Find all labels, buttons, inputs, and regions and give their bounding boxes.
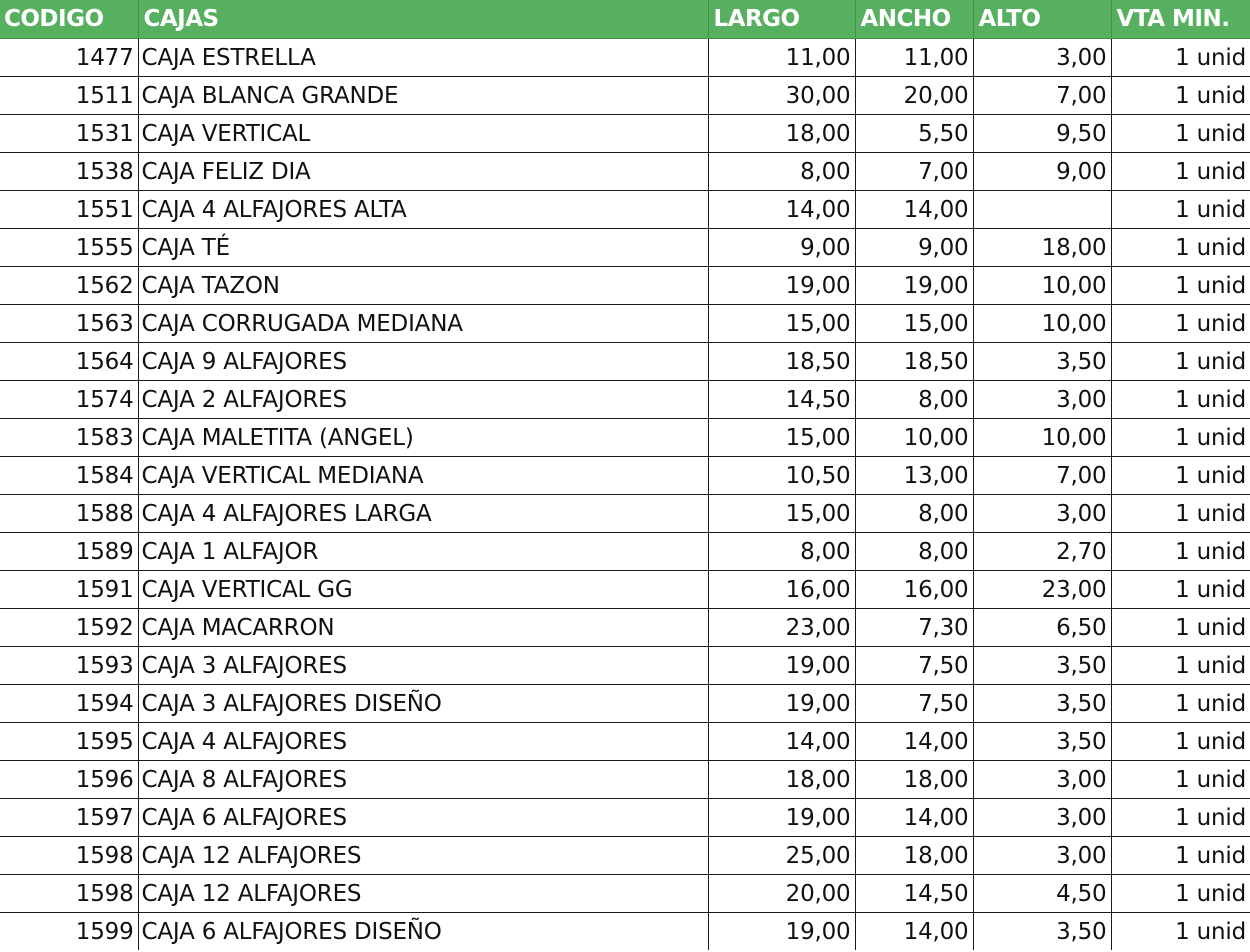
cell-vta-min[interactable]: 1 unid — [1111, 913, 1250, 951]
cell-largo[interactable]: 23,00 — [708, 609, 855, 647]
cell-alto[interactable]: 9,50 — [973, 115, 1111, 153]
cell-codigo[interactable]: 1563 — [0, 305, 138, 343]
cell-codigo[interactable]: 1591 — [0, 571, 138, 609]
cell-caja[interactable]: CAJA 1 ALFAJOR — [138, 533, 708, 571]
table-row — [0, 343, 1250, 381]
cell-codigo[interactable]: 1597 — [0, 799, 138, 837]
table-row — [0, 533, 1250, 571]
cell-vta-min[interactable]: 1 unid — [1111, 191, 1250, 229]
cell-alto[interactable]: 3,50 — [973, 913, 1111, 951]
header-codigo[interactable]: CODIGO — [0, 0, 138, 39]
cell-codigo[interactable]: 1594 — [0, 685, 138, 723]
table-row — [0, 571, 1250, 609]
cell-ancho[interactable]: 15,00 — [855, 305, 973, 343]
table-row — [0, 381, 1250, 419]
cell-largo[interactable]: 18,50 — [708, 343, 855, 381]
cell-vta-min[interactable]: 1 unid — [1111, 647, 1250, 685]
cell-codigo[interactable]: 1599 — [0, 913, 138, 951]
cell-ancho[interactable]: 14,00 — [855, 723, 973, 761]
cell-codigo[interactable]: 1574 — [0, 381, 138, 419]
cell-alto[interactable]: 3,50 — [973, 343, 1111, 381]
cell-alto[interactable]: 3,00 — [973, 495, 1111, 533]
cell-largo[interactable]: 14,50 — [708, 381, 855, 419]
cell-vta-min[interactable]: 1 unid — [1111, 723, 1250, 761]
table-row — [0, 685, 1250, 723]
cell-codigo[interactable]: 1595 — [0, 723, 138, 761]
cell-codigo[interactable]: 1596 — [0, 761, 138, 799]
cell-caja[interactable]: CAJA 12 ALFAJORES — [138, 875, 708, 913]
cell-caja[interactable]: CAJA ESTRELLA — [138, 39, 708, 77]
cell-codigo[interactable]: 1583 — [0, 419, 138, 457]
cell-caja[interactable]: CAJA 4 ALFAJORES LARGA — [138, 495, 708, 533]
cell-ancho[interactable]: 14,50 — [855, 875, 973, 913]
cell-caja[interactable]: CAJA 8 ALFAJORES — [138, 761, 708, 799]
cell-largo[interactable]: 25,00 — [708, 837, 855, 875]
cell-codigo[interactable]: 1511 — [0, 77, 138, 115]
cell-vta-min[interactable]: 1 unid — [1111, 571, 1250, 609]
cell-caja[interactable]: CAJA VERTICAL — [138, 115, 708, 153]
cell-largo[interactable]: 16,00 — [708, 571, 855, 609]
table-row — [0, 305, 1250, 343]
cell-caja[interactable]: CAJA MACARRON — [138, 609, 708, 647]
header-ancho[interactable]: ANCHO — [855, 0, 973, 39]
table-row — [0, 609, 1250, 647]
header-cajas[interactable]: CAJAS — [138, 0, 708, 39]
cell-ancho[interactable]: 5,50 — [855, 115, 973, 153]
cell-ancho[interactable]: 14,00 — [855, 799, 973, 837]
cell-caja[interactable]: CAJA VERTICAL MEDIANA — [138, 457, 708, 495]
cell-ancho[interactable]: 8,00 — [855, 381, 973, 419]
cell-alto[interactable]: 10,00 — [973, 305, 1111, 343]
cell-alto[interactable]: 18,00 — [973, 229, 1111, 267]
cell-caja[interactable]: CAJA 6 ALFAJORES — [138, 799, 708, 837]
header-alto[interactable]: ALTO — [973, 0, 1111, 39]
cell-largo[interactable]: 19,00 — [708, 799, 855, 837]
cell-caja[interactable]: CAJA 6 ALFAJORES DISEÑO — [138, 913, 708, 951]
table-row — [0, 419, 1250, 457]
cell-vta-min[interactable]: 1 unid — [1111, 837, 1250, 875]
cell-codigo[interactable]: 1477 — [0, 39, 138, 77]
cell-codigo[interactable]: 1564 — [0, 343, 138, 381]
cell-caja[interactable]: CAJA TÉ — [138, 229, 708, 267]
cell-largo[interactable]: 19,00 — [708, 647, 855, 685]
cell-vta-min[interactable]: 1 unid — [1111, 533, 1250, 571]
cell-vta-min[interactable]: 1 unid — [1111, 875, 1250, 913]
cell-caja[interactable]: CAJA 4 ALFAJORES — [138, 723, 708, 761]
cell-ancho[interactable]: 20,00 — [855, 77, 973, 115]
header-row — [0, 0, 1250, 39]
cell-vta-min[interactable]: 1 unid — [1111, 267, 1250, 305]
cell-ancho[interactable]: 19,00 — [855, 267, 973, 305]
cell-ancho[interactable]: 7,50 — [855, 685, 973, 723]
table-row — [0, 495, 1250, 533]
table-row — [0, 647, 1250, 685]
cell-codigo[interactable]: 1562 — [0, 267, 138, 305]
cell-codigo[interactable]: 1551 — [0, 191, 138, 229]
cell-caja[interactable]: CAJA 12 ALFAJORES — [138, 837, 708, 875]
cell-vta-min[interactable]: 1 unid — [1111, 685, 1250, 723]
table-row — [0, 913, 1250, 951]
cell-codigo[interactable]: 1538 — [0, 153, 138, 191]
cell-vta-min[interactable]: 1 unid — [1111, 419, 1250, 457]
cell-alto[interactable]: 6,50 — [973, 609, 1111, 647]
cell-ancho[interactable]: 14,00 — [855, 913, 973, 951]
table-row — [0, 115, 1250, 153]
cell-caja[interactable]: CAJA MALETITA (ANGEL) — [138, 419, 708, 457]
cell-largo[interactable]: 10,50 — [708, 457, 855, 495]
cell-ancho[interactable]: 8,00 — [855, 495, 973, 533]
cell-alto[interactable]: 23,00 — [973, 571, 1111, 609]
table-row — [0, 875, 1250, 913]
cell-alto[interactable]: 3,50 — [973, 723, 1111, 761]
cell-alto[interactable]: 10,00 — [973, 267, 1111, 305]
cell-alto[interactable]: 7,00 — [973, 457, 1111, 495]
table-row — [0, 761, 1250, 799]
cell-ancho[interactable]: 18,00 — [855, 837, 973, 875]
cell-vta-min[interactable]: 1 unid — [1111, 153, 1250, 191]
cell-largo[interactable]: 30,00 — [708, 77, 855, 115]
header-vta-min[interactable]: VTA MIN. — [1111, 0, 1250, 39]
cell-ancho[interactable]: 8,00 — [855, 533, 973, 571]
cell-ancho[interactable]: 16,00 — [855, 571, 973, 609]
cell-alto[interactable]: 3,00 — [973, 381, 1111, 419]
table-row — [0, 799, 1250, 837]
cell-vta-min[interactable]: 1 unid — [1111, 457, 1250, 495]
cell-ancho[interactable]: 13,00 — [855, 457, 973, 495]
cell-ancho[interactable]: 18,50 — [855, 343, 973, 381]
cell-ancho[interactable]: 9,00 — [855, 229, 973, 267]
cell-caja[interactable]: CAJA BLANCA GRANDE — [138, 77, 708, 115]
cell-vta-min[interactable]: 1 unid — [1111, 609, 1250, 647]
table-row — [0, 39, 1250, 77]
cell-caja[interactable]: CAJA 4 ALFAJORES ALTA — [138, 191, 708, 229]
cell-caja[interactable]: CAJA CORRUGADA MEDIANA — [138, 305, 708, 343]
cell-largo[interactable]: 15,00 — [708, 305, 855, 343]
cell-largo[interactable]: 8,00 — [708, 153, 855, 191]
cell-largo[interactable]: 18,00 — [708, 761, 855, 799]
cell-vta-min[interactable]: 1 unid — [1111, 761, 1250, 799]
cell-ancho[interactable]: 10,00 — [855, 419, 973, 457]
table-row — [0, 723, 1250, 761]
cell-caja[interactable]: CAJA TAZON — [138, 267, 708, 305]
cell-alto[interactable]: 9,00 — [973, 153, 1111, 191]
cell-alto[interactable]: 2,70 — [973, 533, 1111, 571]
cell-vta-min[interactable]: 1 unid — [1111, 305, 1250, 343]
cell-vta-min[interactable]: 1 unid — [1111, 343, 1250, 381]
cell-alto[interactable]: 10,00 — [973, 419, 1111, 457]
cell-codigo[interactable]: 1584 — [0, 457, 138, 495]
cell-largo[interactable]: 9,00 — [708, 229, 855, 267]
cell-vta-min[interactable]: 1 unid — [1111, 799, 1250, 837]
table-row — [0, 191, 1250, 229]
cell-vta-min[interactable]: 1 unid — [1111, 381, 1250, 419]
cell-caja[interactable]: CAJA 2 ALFAJORES — [138, 381, 708, 419]
cell-codigo[interactable]: 1593 — [0, 647, 138, 685]
table-row — [0, 77, 1250, 115]
cell-largo[interactable]: 14,00 — [708, 723, 855, 761]
cell-largo[interactable]: 19,00 — [708, 913, 855, 951]
table-row — [0, 153, 1250, 191]
cell-ancho[interactable]: 11,00 — [855, 39, 973, 77]
cell-alto[interactable]: 3,00 — [973, 837, 1111, 875]
cell-ancho[interactable]: 7,50 — [855, 647, 973, 685]
cell-alto[interactable]: 4,50 — [973, 875, 1111, 913]
header-largo[interactable]: LARGO — [708, 0, 855, 39]
cell-codigo[interactable]: 1555 — [0, 229, 138, 267]
cell-largo[interactable]: 15,00 — [708, 419, 855, 457]
cell-ancho[interactable]: 14,00 — [855, 191, 973, 229]
table-row — [0, 267, 1250, 305]
cell-alto[interactable]: 3,00 — [973, 39, 1111, 77]
cell-caja[interactable]: CAJA FELIZ DIA — [138, 153, 708, 191]
cell-caja[interactable]: CAJA VERTICAL GG — [138, 571, 708, 609]
cell-vta-min[interactable]: 1 unid — [1111, 495, 1250, 533]
cell-ancho[interactable]: 7,30 — [855, 609, 973, 647]
cell-vta-min[interactable]: 1 unid — [1111, 77, 1250, 115]
cell-largo[interactable]: 15,00 — [708, 495, 855, 533]
cell-largo[interactable]: 18,00 — [708, 115, 855, 153]
cell-codigo[interactable]: 1598 — [0, 837, 138, 875]
cell-codigo[interactable]: 1589 — [0, 533, 138, 571]
cell-codigo[interactable]: 1588 — [0, 495, 138, 533]
cell-caja[interactable]: CAJA 3 ALFAJORES DISEÑO — [138, 685, 708, 723]
cell-alto[interactable]: 3,50 — [973, 647, 1111, 685]
cell-caja[interactable]: CAJA 9 ALFAJORES — [138, 343, 708, 381]
cell-alto[interactable]: 3,00 — [973, 799, 1111, 837]
cell-largo[interactable]: 8,00 — [708, 533, 855, 571]
cell-codigo[interactable]: 1598 — [0, 875, 138, 913]
cell-codigo[interactable]: 1531 — [0, 115, 138, 153]
cell-vta-min[interactable]: 1 unid — [1111, 229, 1250, 267]
table-row — [0, 457, 1250, 495]
cell-codigo[interactable]: 1592 — [0, 609, 138, 647]
cell-ancho[interactable]: 18,00 — [855, 761, 973, 799]
table-row — [0, 837, 1250, 875]
cell-alto[interactable]: 7,00 — [973, 77, 1111, 115]
cell-vta-min[interactable]: 1 unid — [1111, 115, 1250, 153]
cell-alto[interactable]: 3,50 — [973, 685, 1111, 723]
cell-largo[interactable]: 14,00 — [708, 191, 855, 229]
cell-largo[interactable]: 19,00 — [708, 267, 855, 305]
cell-vta-min[interactable]: 1 unid — [1111, 39, 1250, 77]
cell-alto[interactable] — [973, 191, 1111, 229]
cell-largo[interactable]: 11,00 — [708, 39, 855, 77]
table-row — [0, 229, 1250, 267]
cell-largo[interactable]: 20,00 — [708, 875, 855, 913]
table-body — [0, 39, 1250, 951]
cell-largo[interactable]: 19,00 — [708, 685, 855, 723]
cell-alto[interactable]: 3,00 — [973, 761, 1111, 799]
cell-ancho[interactable]: 7,00 — [855, 153, 973, 191]
cell-caja[interactable]: CAJA 3 ALFAJORES — [138, 647, 708, 685]
